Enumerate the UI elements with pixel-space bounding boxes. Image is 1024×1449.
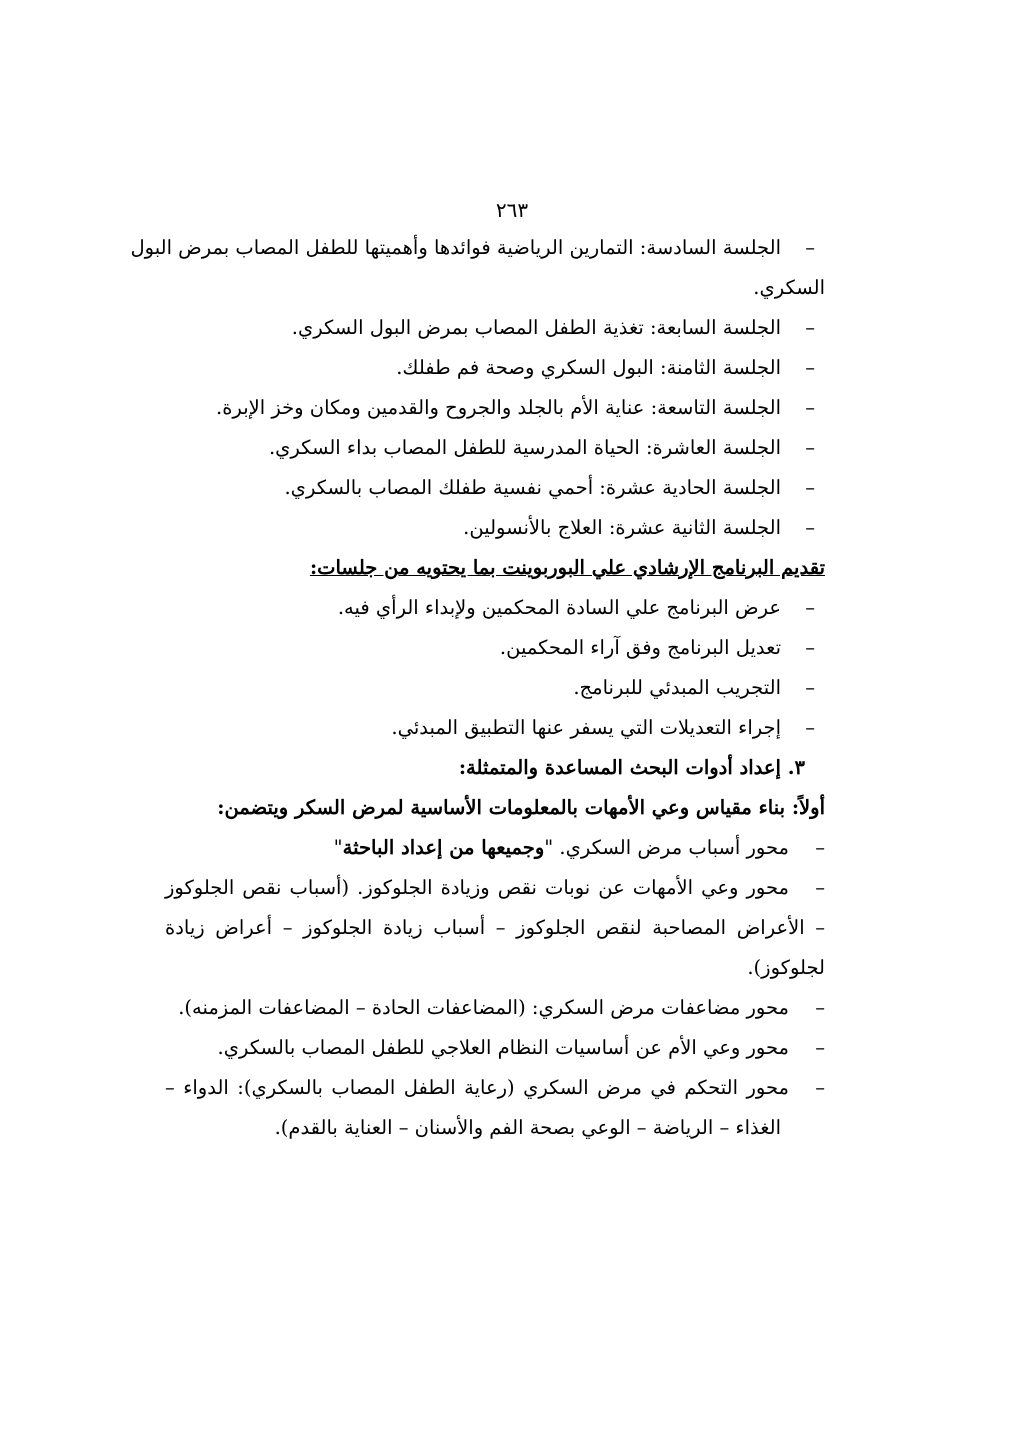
session-item-text: الجلسة الحادية عشرة: أحمي نفسية طفلك المصاب بالسكري. [284,476,781,499]
list-item [165,828,825,868]
axis4-text: محور وعي الأم عن أساسيات النظام العلاجي للطفل المصاب بالسكري. [217,1036,789,1059]
presentation-item-text: عرض البرنامج علي السادة المحكمين ولإبداء الرأي فيه. [337,596,781,619]
list-dash: – [805,476,815,499]
list-item [165,708,825,748]
list-dash: – [805,636,815,659]
presentation-item-text: تعديل البرنامج وفق آراء المحكمين. [499,636,781,659]
list-item [165,388,825,428]
list-item [165,508,825,548]
list-item [165,1068,825,1108]
session-item-text: الجلسة الثانية عشرة: العلاج بالأنسولين. [463,516,781,539]
list-item [165,348,825,388]
axis2-line3: لجلوكوز). [747,956,825,979]
axis1-text: محور أسباب مرض السكري. " [544,836,789,859]
session-item-text: الجلسة العاشرة: الحياة المدرسية للطفل المصاب بداء السكري. [268,436,781,459]
list-item [165,868,825,908]
list-item [165,468,825,508]
axis5-line2: الغذاء – الرياضة – الوعي بصحة الفم والأسنان – العناية بالقدم). [274,1116,781,1139]
presentation-heading: تقديم البرنامج الإرشادي علي البوربوينت بما يحتويه من جلسات: [309,556,825,579]
axis2-line1: محور وعي الأمهات عن نوبات نقص وزيادة الجلوكوز. (أسباب نقص الجلوكوز [165,876,789,899]
tools-heading: ٣. إعداد أدوات البحث المساعدة والمتمثلة: [458,756,805,779]
axis2-line2: – الأعراض المصاحبة لنقص الجلوكوز – أسباب زيادة الجلوكوز – أعراض زيادة [165,916,825,939]
presentation-item-text: إجراء التعديلات التي يسفر عنها التطبيق المبدئي. [391,716,781,739]
session-item-text: الجلسة التاسعة: عناية الأم بالجلد والجروح والقدمين ومكان وخز الإبرة. [216,396,781,419]
axis3-text: محور مضاعفات مرض السكري: (المضاعفات الحادة – المضاعفات المزمنه). [178,996,789,1019]
presentation-item-text: التجريب المبدئي للبرنامج. [573,676,781,699]
list-dash: – [805,236,815,259]
list-dash: – [815,1076,825,1099]
list-item [165,628,825,668]
list-item [165,428,825,468]
axis5-line1: محور التحكم في مرض السكري (رعاية الطفل المصاب بالسكري): الدواء – [165,1076,789,1099]
session-item-text: الجلسة الثامنة: البول السكري وصحة فم طفلك. [396,356,781,379]
list-item [165,668,825,708]
list-item [165,988,825,1028]
axis1-end: " [333,836,343,859]
list-dash: – [805,396,815,419]
list-dash: – [805,676,815,699]
list-item [165,588,825,628]
document-body [130,228,825,1148]
list-dash: – [805,516,815,539]
list-dash: – [805,436,815,459]
session-item-text: الجلسة السابعة: تغذية الطفل المصاب بمرض البول السكري. [291,316,781,339]
page-number: ٢٦٣ [495,198,529,222]
list-dash: – [815,836,825,859]
list-dash: – [805,596,815,619]
list-dash: – [805,316,815,339]
session-six-line1 [130,228,825,268]
scale-subheading: أولاً: بناء مقياس وعي الأمهات بالمعلومات الأساسية لمرض السكر ويتضمن: [217,796,825,819]
list-dash: – [815,876,825,899]
list-dash: – [805,716,815,739]
list-dash: – [815,1036,825,1059]
list-item [165,308,825,348]
list-item [165,1028,825,1068]
session-six-line2: السكري. [753,276,825,299]
list-dash: – [815,996,825,1019]
session-six-text: الجلسة السادسة: التمارين الرياضية فوائدها وأهميتها للطفل المصاب بمرض البول [130,236,781,259]
axis1-bold: وجميعها من إعداد الباحثة [342,836,545,859]
list-dash: – [805,356,815,379]
